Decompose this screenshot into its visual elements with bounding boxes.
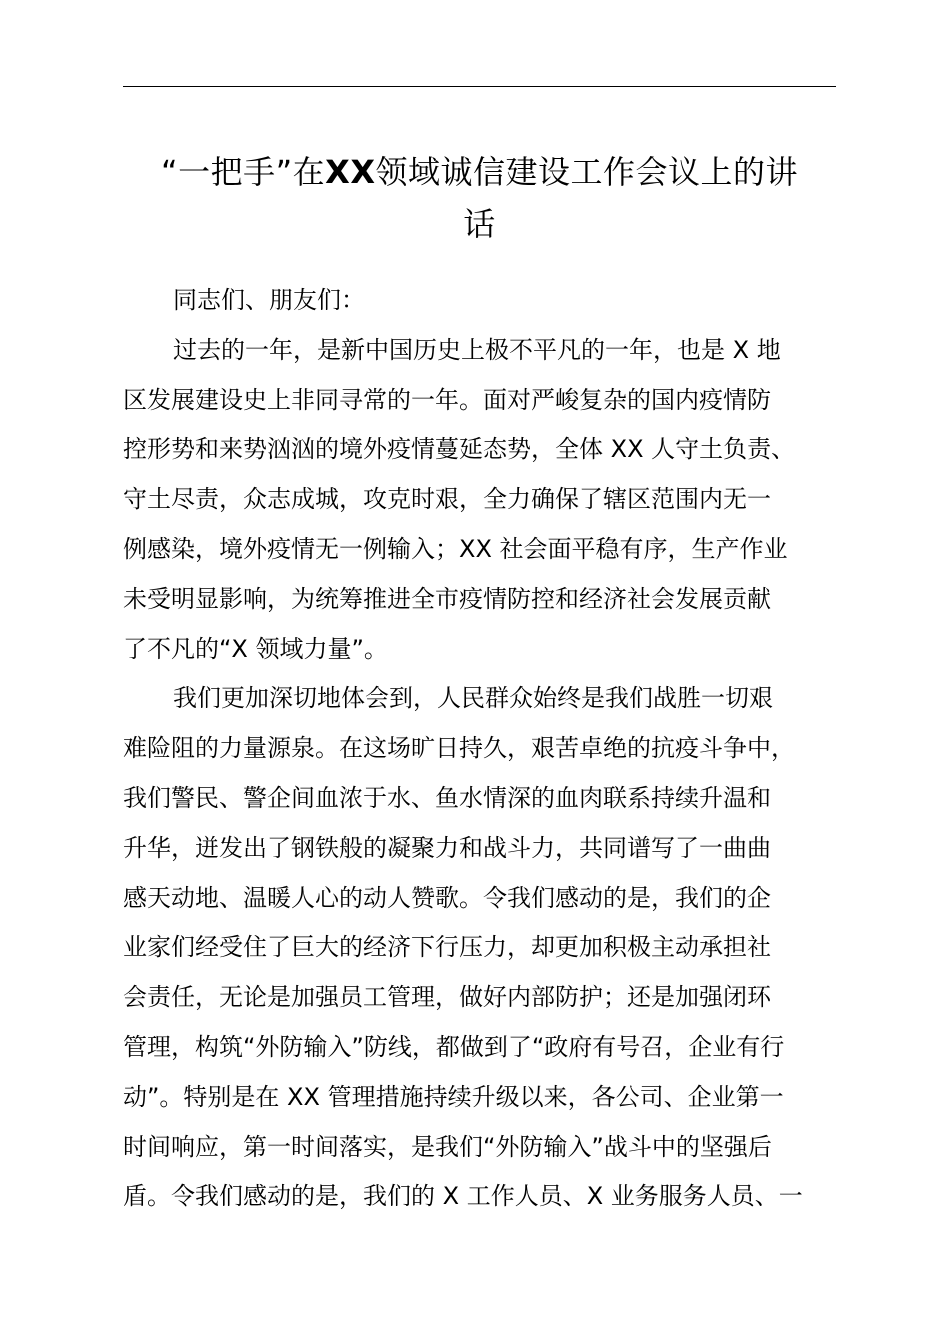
text-line: 管理，构筑“外防输入”防线，都做到了“政府有号召，企业有行	[123, 1032, 785, 1061]
header-rule	[123, 86, 836, 87]
title-suffix: 领域诚信建设工作会议上的讲	[375, 153, 799, 191]
text-line: 未受明显影响，为统筹推进全市疫情防控和经济社会发展贡献	[123, 584, 771, 613]
title-line-1	[123, 146, 836, 198]
text-line: 业家们经受住了巨大的经济下行压力，却更加积极主动承担社	[123, 933, 771, 962]
page-title	[123, 146, 836, 250]
text-line: 我们更加深切地体会到，人民群众始终是我们战胜一切艰	[173, 684, 773, 713]
text-line: 过去的一年，是新中国历史上极不平凡的一年，也是 X 地	[173, 335, 781, 364]
text-line: 控形势和来势汹汹的境外疫情蔓延态势，全体 XX 人守土负责、	[123, 435, 796, 464]
text-line: 时间响应，第一时间落实，是我们“外防输入”战斗中的坚强后	[123, 1132, 772, 1161]
text-line: 守土尽责，众志成城，攻克时艰，全力确保了辖区范围内无一	[123, 485, 771, 514]
text-line: 我们警民、警企间血浓于水、鱼水情深的血肉联系持续升温和	[123, 783, 771, 812]
text-line: 感天动地、温暖人心的动人赞歌。令我们感动的是，我们的企	[123, 883, 771, 912]
text-line: 会责任，无论是加强员工管理，做好内部防护；还是加强闭环	[123, 983, 771, 1012]
text-line: 了不凡的“X 领域力量”。	[123, 634, 388, 663]
text-line: 动”。特别是在 XX 管理措施持续升级以来，各公司、企业第一	[123, 1082, 784, 1111]
title-prefix: “一把手”在	[160, 153, 326, 191]
title-line-2: 话	[463, 205, 496, 243]
text-line: 盾。令我们感动的是，我们的 X 工作人员、X 业务服务人员、一	[123, 1182, 803, 1211]
text-line: 例感染，境外疫情无一例输入；XX 社会面平稳有序，生产作业	[123, 534, 788, 563]
salutation: 同志们、朋友们：	[173, 286, 365, 314]
title-strong: XX	[325, 153, 376, 191]
document-body	[123, 276, 841, 1222]
text-line: 区发展建设史上非同寻常的一年。面对严峻复杂的国内疫情防	[123, 385, 771, 414]
text-line: 升华，迸发出了钢铁般的凝聚力和战斗力，共同谱写了一曲曲	[123, 833, 771, 862]
text-line: 难险阻的力量源泉。在这场旷日持久，艰苦卓绝的抗疫斗争中，	[123, 734, 795, 763]
